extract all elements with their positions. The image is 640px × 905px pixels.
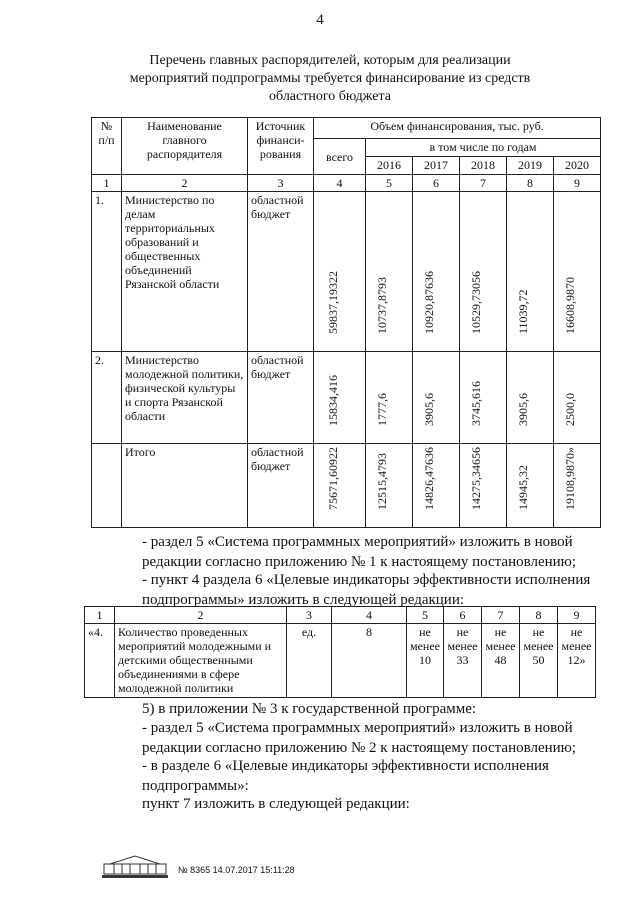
row-name: Министерство по делам территориальных образований и общественных объединений Рязанской области — [122, 192, 248, 352]
row-name: Итого — [122, 444, 248, 528]
year-cell — [507, 192, 554, 352]
table-row-total — [92, 444, 601, 528]
year-cell — [413, 352, 460, 444]
header-num: № п/п — [92, 118, 122, 175]
year-value: 10920,87636 — [422, 271, 436, 334]
col-num: 6 — [444, 607, 482, 624]
year-cell — [460, 352, 507, 444]
paragraph-point4 — [84, 570, 610, 610]
row-name: Количество проведенных мероприятий молодежными и детскими общественными объединениями в сфере молодежной политики — [115, 624, 287, 698]
year-value: 1777,6 — [375, 393, 389, 426]
paragraph-line: - в разделе 6 «Целевые индикаторы эффективности исполнения — [142, 758, 549, 774]
column-number-row — [85, 607, 596, 624]
row-source: областной бюджет — [248, 352, 314, 444]
total-cell — [314, 352, 366, 444]
table-row — [92, 192, 601, 352]
col-num: 9 — [554, 175, 601, 192]
row-source: областной бюджет — [248, 192, 314, 352]
row-value: не менее 33 — [444, 624, 482, 698]
paragraph-line: 5) в приложении № 3 к государственной программе: — [142, 701, 477, 717]
row-value: не менее 50 — [520, 624, 558, 698]
year-cell — [366, 444, 413, 528]
document-stamp: № 8365 14.07.2017 15:11:28 — [178, 865, 295, 875]
col-num: 2 — [115, 607, 287, 624]
row-num: «4. — [85, 624, 115, 698]
year-cell — [460, 192, 507, 352]
year-value: 10737,8793 — [375, 277, 389, 334]
row-num: 1. — [92, 192, 122, 352]
paragraph-line: - раздел 5 «Система программных мероприятий» изложить в новой — [142, 534, 573, 550]
year-cell — [507, 444, 554, 528]
building-logo-icon — [100, 852, 170, 880]
row-num — [92, 444, 122, 528]
year-value: 14826,47636 — [422, 447, 436, 510]
header-year: 2019 — [507, 157, 554, 175]
paragraph-line: подпрограммы» изложить в следующей редакции: — [142, 592, 465, 608]
title-line: мероприятий подпрограммы требуется финансирование из средств — [129, 71, 531, 86]
funding-table — [91, 117, 601, 528]
header-year: 2016 — [366, 157, 413, 175]
col-num: 4 — [314, 175, 366, 192]
header-year: 2020 — [554, 157, 601, 175]
table-row — [92, 352, 601, 444]
page-title — [120, 52, 540, 106]
indicator-table — [84, 606, 596, 698]
col-num: 7 — [460, 175, 507, 192]
year-cell — [554, 352, 601, 444]
year-cell — [413, 444, 460, 528]
paragraph-appendix3 — [84, 699, 610, 719]
row-name: Министерство молодежной политики, физической культуры и спорта Рязанской области — [122, 352, 248, 444]
year-cell — [507, 352, 554, 444]
title-line: Перечень главных распорядителей, которым для реализации — [149, 53, 511, 68]
header-total: всего — [314, 139, 366, 175]
paragraph-line: - пункт 4 раздела 6 «Целевые индикаторы эффективности исполнения — [142, 572, 591, 588]
header-year: 2018 — [460, 157, 507, 175]
total-cell — [314, 444, 366, 528]
paragraph-section6 — [84, 756, 610, 796]
column-number-row — [92, 175, 601, 192]
col-num: 9 — [558, 607, 596, 624]
col-num: 6 — [413, 175, 460, 192]
col-num: 2 — [122, 175, 248, 192]
paragraph-line: пункт 7 изложить в следующей редакции: — [142, 796, 410, 812]
header-name: Наименование главного распорядителя — [122, 118, 248, 175]
paragraph-line: редакции согласно приложению № 1 к настоящему постановлению; — [142, 554, 577, 570]
total-cell — [314, 192, 366, 352]
row-value: не менее 48 — [482, 624, 520, 698]
year-value: 14945,32 — [516, 465, 530, 510]
title-line: областного бюджета — [269, 89, 391, 104]
year-value: 3905,6 — [516, 393, 530, 426]
year-value: 3745,616 — [469, 381, 483, 426]
header-volume: Объем финансирования, тыс. руб. — [314, 118, 601, 139]
row-source: областной бюджет — [248, 444, 314, 528]
header-year: 2017 — [413, 157, 460, 175]
paragraph-point7 — [84, 794, 610, 814]
year-value: 11039,72 — [516, 289, 530, 334]
col-num: 5 — [407, 607, 444, 624]
year-cell — [554, 444, 601, 528]
year-cell — [366, 352, 413, 444]
row-unit: ед. — [287, 624, 332, 698]
row-value: не менее 12» — [558, 624, 596, 698]
header-source: Источник финанси-рования — [248, 118, 314, 175]
paragraph-line: подпрограммы»: — [142, 778, 249, 794]
total-value: 75671,60922 — [325, 447, 340, 510]
total-value: 59837,19322 — [325, 271, 340, 334]
paragraph-section5 — [84, 532, 610, 572]
col-num: 3 — [287, 607, 332, 624]
row-total: 8 — [332, 624, 407, 698]
year-value: 14275,34656 — [469, 447, 483, 510]
year-cell — [554, 192, 601, 352]
paragraph-line: - раздел 5 «Система программных мероприятий» изложить в новой — [142, 720, 573, 736]
paragraph-line: редакции согласно приложению № 2 к настоящему постановлению; — [142, 740, 577, 756]
total-value: 15834,416 — [325, 375, 340, 426]
paragraph-section5-app3 — [84, 718, 610, 758]
table-row — [85, 624, 596, 698]
col-num: 8 — [520, 607, 558, 624]
col-num: 1 — [92, 175, 122, 192]
footer — [100, 852, 360, 882]
year-value: 3905,6 — [422, 393, 436, 426]
year-value: 16608,9870 — [563, 277, 578, 334]
row-value: не менее 10 — [407, 624, 444, 698]
year-value: 19108,9870» — [563, 447, 578, 510]
col-num: 4 — [332, 607, 407, 624]
year-cell — [413, 192, 460, 352]
header-incl: в том числе по годам — [366, 139, 601, 157]
col-num: 3 — [248, 175, 314, 192]
col-num: 1 — [85, 607, 115, 624]
year-cell — [460, 444, 507, 528]
year-value: 10529,73056 — [469, 271, 483, 334]
col-num: 7 — [482, 607, 520, 624]
page-number: 4 — [316, 12, 324, 28]
col-num: 5 — [366, 175, 413, 192]
year-value: 12515,4793 — [375, 453, 389, 510]
row-num: 2. — [92, 352, 122, 444]
col-num: 8 — [507, 175, 554, 192]
year-cell — [366, 192, 413, 352]
year-value: 2500,0 — [563, 393, 578, 426]
